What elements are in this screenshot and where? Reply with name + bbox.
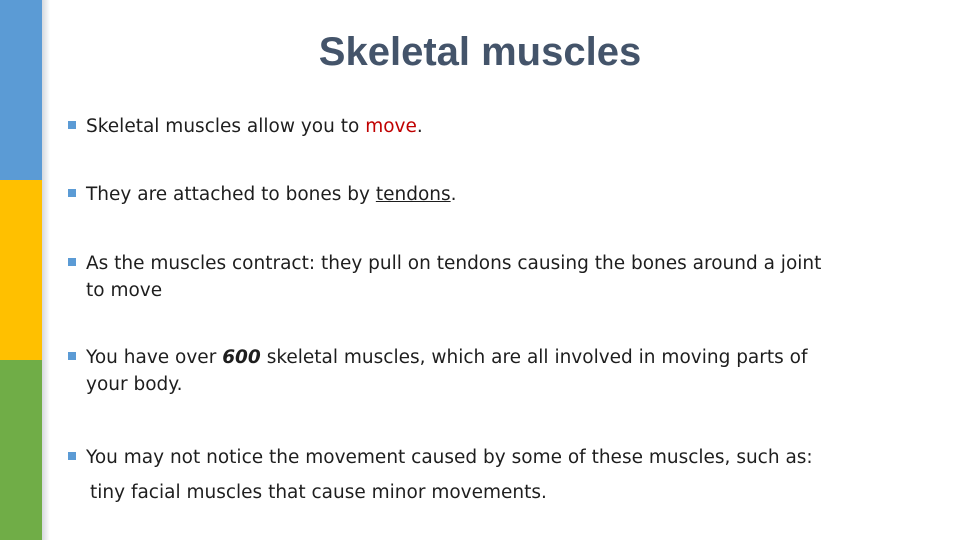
bullet-marker-icon — [68, 121, 76, 129]
side-bar-yellow — [0, 180, 42, 360]
side-bar-green — [0, 360, 42, 540]
bullet-text-end: . — [416, 116, 423, 137]
bullet-text-line1: You may not notice the movement caused by some of these muscles, such as: — [86, 447, 813, 468]
bullet-marker-icon — [68, 452, 76, 460]
bullet-text-line2: to move — [86, 280, 163, 301]
emphasis-number: 600 — [222, 347, 261, 368]
bullet-text-end: skeletal muscles, which are all involved in moving parts of — [260, 347, 808, 368]
bullet-marker-icon — [68, 352, 76, 360]
side-bar-shadow — [42, 0, 50, 540]
bullet-marker-icon — [68, 258, 76, 266]
highlight-word: move — [365, 116, 417, 137]
bullet-text: You have over — [86, 347, 223, 368]
bullet-tendons — [68, 181, 888, 208]
underlined-word: tendons — [375, 184, 451, 205]
side-bar-blue — [0, 0, 42, 180]
bullet-text: They are attached to bones by — [86, 184, 376, 205]
bullet-text-line2: your body. — [86, 374, 183, 395]
slide-title: Skeletal muscles — [318, 30, 642, 74]
bullet-contract — [68, 250, 888, 304]
bullet-marker-icon — [68, 189, 76, 197]
bullet-600 — [68, 344, 888, 398]
bullet-text-line2: tiny facial muscles that cause minor movements. — [90, 482, 547, 503]
bullet-text-end: . — [450, 184, 457, 205]
bullet-move — [68, 113, 888, 140]
bullet-text-line1: As the muscles contract: they pull on tendons causing the bones around a joint — [86, 253, 822, 274]
bullet-text: Skeletal muscles allow you to — [86, 116, 366, 137]
bullet-notice — [68, 440, 888, 510]
